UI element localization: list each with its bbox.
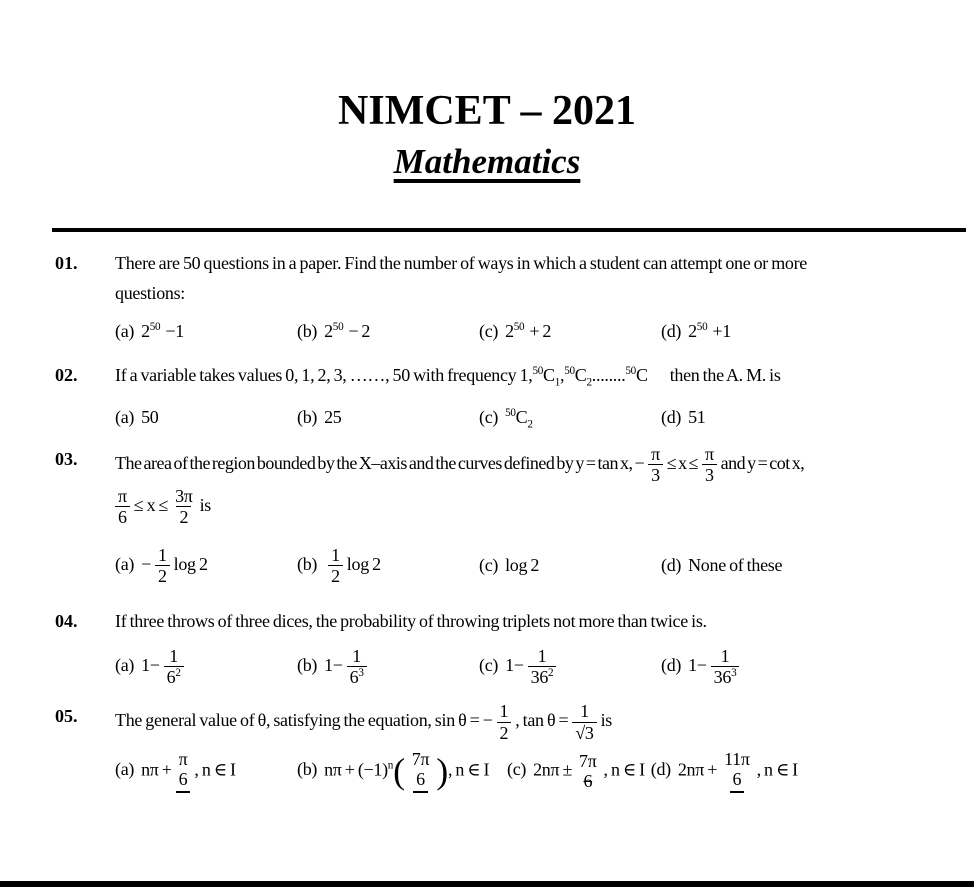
fraction: [176, 749, 191, 793]
denominator: 2: [328, 565, 343, 586]
question-04: [55, 606, 964, 687]
denominator: 2: [155, 565, 170, 586]
fraction: [721, 749, 753, 793]
option-value: 25: [324, 407, 342, 428]
question-02-option-c: [479, 402, 661, 432]
question-01-body: [115, 248, 964, 346]
question-03-option-b: [297, 545, 479, 586]
math-prefix: 2nπ ±: [533, 759, 573, 780]
question-03-option-d: [661, 550, 782, 580]
question-03-option-c: [479, 550, 661, 580]
math-tail: , n ∈ I: [194, 759, 236, 780]
option-label: (b): [297, 759, 318, 780]
math-tail: , n ∈ I: [756, 759, 798, 780]
question-04-option-c: [479, 646, 661, 687]
stem-segment: is: [600, 710, 613, 731]
stem-segment: If a variable takes values 0, 1, 2, 3, ……, 50 with frequency 1,: [115, 365, 533, 386]
stem-segment: The general value of θ, satisfying the equation, sin θ = −: [115, 710, 493, 731]
combination-upper: 50: [564, 365, 575, 378]
power-base: 2: [324, 321, 333, 342]
fraction: [497, 701, 512, 742]
question-02-text: [115, 360, 964, 390]
den-base: 36: [530, 667, 549, 688]
combination-base: C: [635, 365, 648, 386]
denominator: 2: [176, 506, 191, 527]
question-02-option-b: [297, 402, 479, 432]
combination-base: C: [515, 407, 528, 428]
open-paren: (: [393, 750, 405, 791]
option-label: (b): [297, 553, 318, 574]
numerator: 3π: [175, 485, 193, 506]
option-label: (c): [479, 321, 499, 342]
den-exponent: 3: [358, 667, 364, 680]
question-05: [55, 701, 964, 793]
combination-base: C: [574, 365, 587, 386]
option-label: (a): [115, 321, 135, 342]
question-05-number: 05.: [55, 706, 78, 727]
numerator: 7π: [411, 748, 430, 769]
combination-lower: 2: [527, 418, 533, 431]
question-05-text: [115, 701, 964, 742]
question-04-options: [115, 646, 964, 687]
option-label: (a): [115, 407, 135, 428]
question-04-body: [115, 606, 964, 687]
den-base: 6: [166, 667, 176, 688]
option-value: 51: [688, 407, 706, 428]
stem-segment: ≤ x ≤: [666, 452, 698, 473]
question-03-option-a: [115, 545, 297, 586]
numerator: π: [118, 485, 127, 506]
question-03-options: [115, 545, 964, 586]
option-label: (a): [115, 759, 135, 780]
den-base: 6: [349, 667, 359, 688]
question-02-options: [115, 402, 964, 432]
denominator: 3: [702, 464, 717, 485]
combination-upper: 50: [625, 365, 636, 378]
denominator: 2: [497, 722, 512, 743]
page-title: NIMCET – 2021: [338, 88, 636, 134]
combination-lower: 1: [554, 376, 561, 389]
option-label: (c): [479, 555, 499, 576]
question-02: [55, 360, 964, 432]
power-exponent: 50: [696, 321, 708, 334]
den-exponent: 2: [548, 667, 554, 680]
question-05-option-d: [651, 749, 798, 793]
question-01: [55, 248, 964, 346]
fraction: [172, 486, 196, 527]
option-value: log 2: [505, 555, 540, 576]
question-02-body: [115, 360, 964, 432]
denominator: 6: [730, 769, 745, 793]
den-base: 36: [713, 667, 732, 688]
numerator: π: [178, 748, 188, 769]
question-04-text: If three throws of three dices, the probability of throwing triplets not more than twice is.: [115, 611, 707, 632]
bottom-scan-bar: [0, 881, 974, 887]
numerator: 11π: [724, 748, 750, 769]
stem-segment: ,: [560, 365, 565, 386]
denominator: √3: [572, 722, 596, 743]
denominator: 6: [413, 769, 428, 793]
option-value: None of these: [688, 555, 783, 576]
denominator: 6: [176, 769, 191, 793]
option-label: (d): [661, 654, 682, 675]
math-tail: log 2: [173, 553, 208, 574]
numerator: 1: [720, 646, 730, 667]
option-label: (d): [661, 555, 682, 576]
math-tail: , n ∈ I: [447, 759, 490, 780]
option-label: (c): [507, 759, 527, 780]
fraction: [328, 545, 343, 586]
combination-base: C: [543, 365, 555, 386]
stem-segment: ≤ x ≤: [133, 494, 169, 515]
question-01-text-line2: questions:: [115, 283, 186, 304]
power-base: 2: [688, 321, 697, 342]
denominator: [347, 666, 367, 687]
math-prefix: 1−: [141, 654, 160, 675]
power-base: 2: [505, 321, 514, 342]
fraction: [409, 749, 433, 793]
numerator: 1: [580, 701, 589, 722]
denominator: [528, 666, 557, 687]
option-label: (a): [115, 654, 135, 675]
denominator: 6: [583, 770, 593, 791]
combination-lower: 2: [586, 376, 592, 389]
math-tail: + 2: [529, 321, 552, 342]
question-04-option-a: [115, 646, 297, 687]
option-label: (d): [661, 407, 682, 428]
fraction: [711, 646, 740, 687]
option-label: (b): [297, 407, 318, 428]
option-value: 50: [141, 407, 159, 428]
denominator: 3: [648, 464, 663, 485]
numerator: π: [704, 444, 714, 465]
power-exponent: 50: [332, 321, 344, 334]
close-paren: ): [436, 750, 448, 791]
numerator: 1: [537, 646, 547, 667]
power-base: 2: [141, 321, 150, 342]
stem-segment: is: [199, 494, 211, 515]
stem-segment: , tan θ =: [515, 710, 569, 731]
denominator: [164, 666, 184, 687]
math-prefix: 2nπ +: [677, 759, 718, 780]
numerator: 7π: [579, 750, 597, 771]
numerator: 1: [499, 701, 509, 722]
numerator: 1: [157, 544, 167, 565]
question-02-number: 02.: [55, 365, 78, 386]
question-03-body: [115, 444, 964, 586]
question-05-body: [115, 701, 964, 793]
question-05-option-a: [115, 749, 297, 793]
numerator: 1: [352, 646, 361, 667]
divider-rule: [52, 228, 966, 232]
question-01-options: [115, 316, 964, 346]
option-label: (b): [297, 654, 318, 675]
math-prefix: 1−: [505, 654, 524, 675]
fraction: [576, 751, 600, 791]
question-01-number: 01.: [55, 253, 78, 274]
math-prefix: 1−: [688, 654, 707, 675]
option-label: (d): [661, 321, 682, 342]
numerator: 1: [169, 646, 178, 667]
question-03-text-line2: [115, 486, 964, 527]
option-label: (a): [115, 553, 135, 574]
question-02-option-a: [115, 402, 297, 432]
fraction: [155, 545, 170, 586]
option-label: (c): [479, 407, 499, 428]
math-tail: − 2: [348, 321, 371, 342]
stem-segment: then the A. M. is: [669, 365, 781, 386]
numerator: π: [651, 444, 660, 465]
power-exponent: 50: [149, 321, 161, 334]
combination-upper: 50: [532, 365, 544, 378]
question-01-option-a: [115, 316, 297, 346]
question-03-number: 03.: [55, 449, 78, 470]
question-04-option-d: [661, 646, 743, 687]
math-prefix: nπ + (−1): [324, 759, 388, 780]
question-05-option-c: [507, 751, 645, 791]
stem-segment: ........: [591, 365, 626, 386]
fraction: [347, 646, 367, 687]
math-prefix: nπ +: [141, 759, 172, 780]
math-prefix: 1−: [324, 654, 343, 675]
fraction: [528, 646, 557, 687]
fraction: [115, 486, 130, 527]
minus-sign: −: [141, 553, 151, 574]
question-05-options: [115, 749, 964, 793]
den-exponent: 3: [731, 667, 737, 680]
option-label: (d): [650, 759, 671, 780]
stem-segment: The area of the region bounded by the X–axis and the curves defined by y = tan x, −: [115, 452, 645, 473]
fraction: [648, 444, 663, 485]
den-exponent: 2: [175, 667, 181, 680]
math-tail: +1: [712, 321, 731, 342]
question-02-option-d: [661, 402, 706, 432]
page-subtitle: Mathematics: [393, 142, 581, 182]
math-tail: −1: [165, 321, 184, 342]
power-exponent: n: [387, 759, 394, 772]
option-label: (c): [479, 654, 499, 675]
option-label: (b): [297, 321, 318, 342]
question-01-option-b: [297, 316, 479, 346]
question-01-text-line1: There are 50 questions in a paper. Find the number of ways in which a student can attempt one or more: [115, 253, 807, 274]
denominator: 6: [115, 506, 130, 527]
question-01-option-c: [479, 316, 661, 346]
question-04-option-b: [297, 646, 479, 687]
question-03: [55, 444, 964, 586]
fraction: [702, 444, 717, 485]
numerator: 1: [331, 544, 340, 565]
question-01-option-d: [661, 316, 731, 346]
fraction: [572, 701, 596, 742]
question-05-option-b: [297, 749, 507, 793]
denominator: [711, 666, 740, 687]
stem-segment: and y = cot x,: [720, 452, 805, 473]
combination-upper: 50: [505, 407, 516, 420]
power-exponent: 50: [513, 321, 525, 334]
fraction: [164, 646, 184, 687]
question-04-number: 04.: [55, 611, 78, 632]
math-tail: , n ∈ I: [603, 759, 645, 780]
math-tail: log 2: [346, 553, 381, 574]
question-03-text-line1: [115, 444, 964, 485]
